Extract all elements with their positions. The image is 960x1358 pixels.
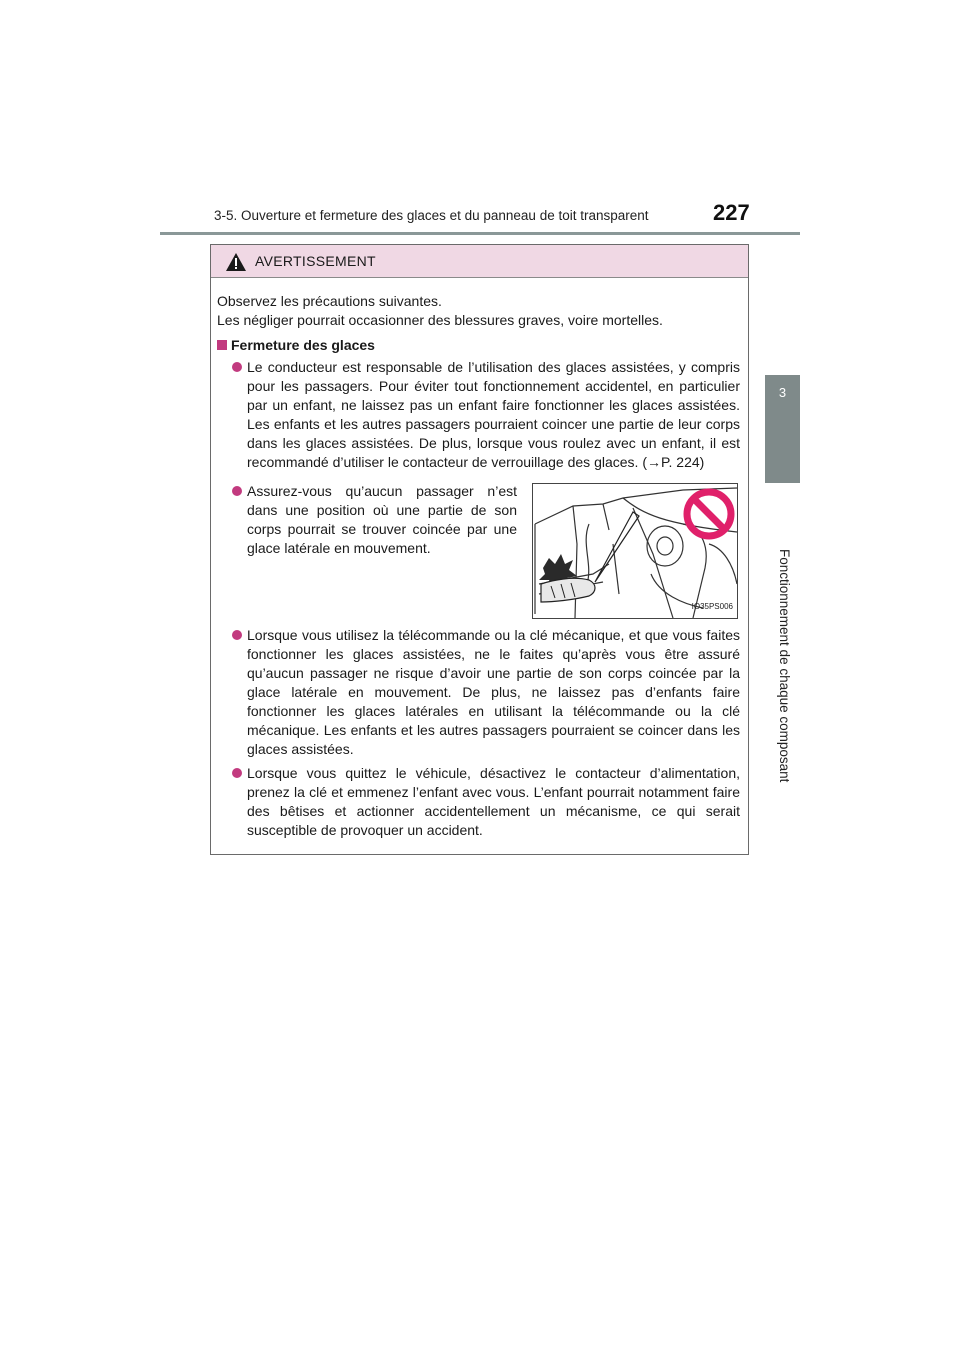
circle-bullet-icon	[232, 486, 242, 496]
chapter-number: 3	[778, 385, 787, 400]
warning-body	[211, 278, 748, 840]
prohibition-icon	[687, 492, 731, 536]
warning-item-text: Le conducteur est responsable de l’utilisation des glaces assistées, y compris pour les passagers. Pour éviter tout fonctionnement accidentel, en particulier par un enfant, ne laissez pas un enfant faire fonctionner les glaces assistées. Les enfants et les autres passagers pourraient coincer une partie de leur corps dans les glaces assistées. De plus, lorsque vous roulez avec un enfant, il est recommandé d’utiliser le contacteur de verrouillage des glaces. (→P. 224)	[247, 359, 740, 470]
chapter-side-tab	[765, 375, 800, 483]
warning-box	[210, 244, 749, 855]
warning-item	[217, 358, 740, 472]
section-heading-text: Fermeture des glaces	[231, 337, 375, 353]
warning-title: AVERTISSEMENT	[255, 253, 376, 269]
warning-item-text: Lorsque vous utilisez la télécommande ou la clé mécanique, et que vous faites fonctionner les glaces assistées, ne le faites qu’après vous être assuré qu’aucun passager ne risque d’avoir une partie de son corps coincée par la glace latérale en mouvement. De plus, ne laissez pas d’enfants faire fonctionner les glaces latérales en utilisant la télécommande ou la clé mécanique. Les enfants et les autres passagers pourraient se coincer dans les glaces assistées.	[247, 627, 740, 757]
header-rule	[160, 232, 800, 235]
warning-item	[217, 626, 740, 759]
warning-header	[211, 245, 748, 278]
page-number: 227	[713, 200, 750, 225]
section-heading	[217, 336, 740, 355]
warning-item	[217, 482, 517, 558]
warning-item-text: Assurez-vous qu’aucun passager n’est dans une position où une partie de son corps pourrait se trouver coincée par une glace latérale en mouvement.	[247, 483, 517, 556]
warning-intro-line2: Les négliger pourrait occasionner des blessures graves, voire mortelles.	[217, 312, 663, 328]
warning-triangle-icon	[225, 252, 247, 272]
square-bullet-icon	[217, 340, 227, 350]
figure-code: IO35PS006	[691, 602, 733, 611]
circle-bullet-icon	[232, 630, 242, 640]
warning-item	[217, 764, 740, 840]
circle-bullet-icon	[232, 362, 242, 372]
chapter-label: Fonctionnement de chaque composant	[777, 549, 792, 783]
warning-item-text: Lorsque vous quittez le véhicule, désactivez le contacteur d’alimentation, prenez la clé et emmenez l’enfant avec vous. L’enfant pourrait notamment faire des bêtises et actionner accidentellement un mécanisme, ce qui serait susceptible de provoquer un accident.	[247, 765, 740, 838]
header-section-title: 3-5. Ouverture et fermeture des glaces et du panneau de toit transparent	[214, 208, 649, 223]
warning-item-with-figure	[217, 482, 740, 618]
circle-bullet-icon	[232, 768, 242, 778]
window-pinch-illustration	[532, 483, 738, 619]
warning-intro-line1: Observez les précautions suivantes.	[217, 293, 442, 309]
